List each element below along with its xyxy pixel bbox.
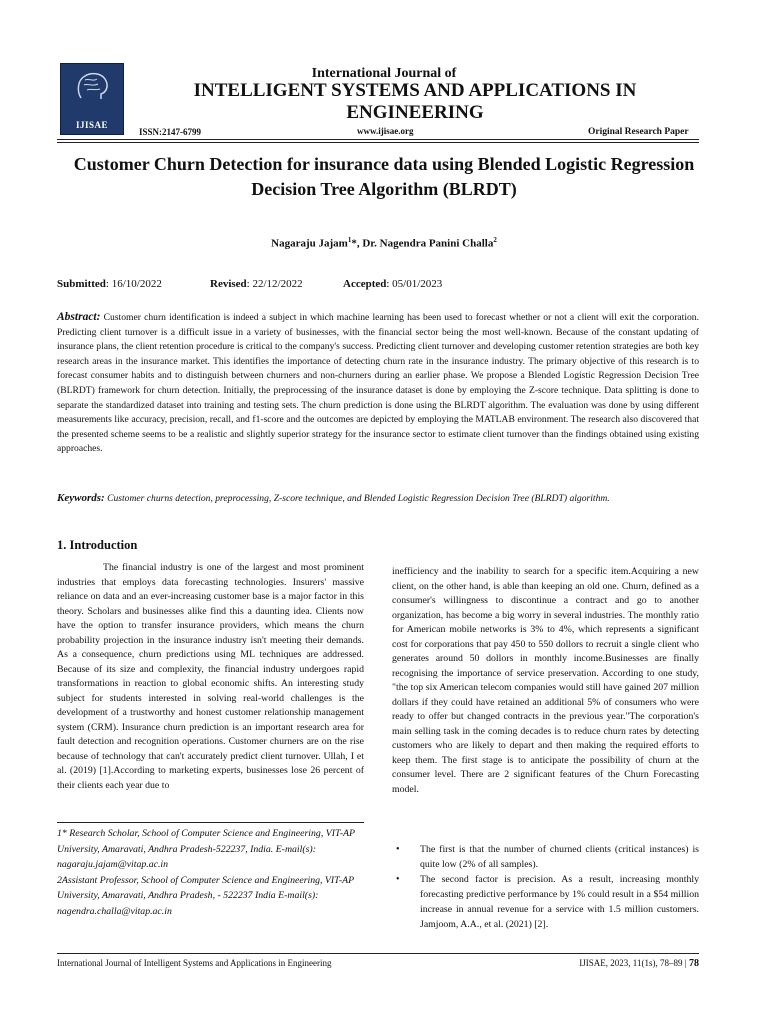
journal-website-link[interactable]: www.ijisae.org [357, 126, 414, 136]
corresponding-mark: * [351, 237, 357, 250]
footnote-line: University, Amaravati, Andhra Pradesh, - 522237 India E-mail(s): nagendra.challa@vitap.ac.in [57, 890, 319, 917]
abstract-text: Customer churn identification is indeed a subject in which machine learning has been used to forecast whether or not a client will exit the corporation. Predicting client turnover is a difficult issue in a variety of businesses, with the financial sector being the most well-known. Because of the constant updating of insurance plans, the client retention procedure is critical to the company's success. Predicting client turnover and developing customer retention strategies are both key research areas in the insurance market. This identifies the importance of detecting churn rate in the insurance industry. The primary objective of this research is to forecast consumer habits and to distinguish between churners and non-churners during an earlier phase. We propose a Blended Logistic Regression Decision Tree (BLRDT) framework for churn detection. Initially, the preprocessing of the insurance dataset is done by employing the Z-score technique. Data splitting is done to separate the standardized dataset into training and testing sets. The churn prediction is done using the BLRDT algorithm. The evaluation was done by using different measurements like accuracy, precision, recall, and f1-score and the outcomes are depicted by employing the MATLAB environment. The research also discovered that the presented scheme seems to be a realistic and slightly superior strategy for the insurance sector to estimate client turnover than the findings obtained using existing approaches. [57, 312, 699, 455]
issn: ISSN:2147-6799 [139, 127, 202, 137]
author-separator: , [356, 237, 363, 250]
author-footnote [57, 826, 364, 919]
header-rule [57, 139, 699, 140]
intro-column-1: The financial industry is one of the largest and most prominent industries that employs data forecasting technologies. Insurers' massive reliance on data and an ever-increasing customer base is a major factor in this theory. Scholars and businesses alike find this a daunting idea. Clients now have the option to transfer insurance providers, which means the churn probability projection in the insurance industry isn't meeting their demands. As a consequence, churn predictions using ML techniques are addressed. Because of its size and complexity, the financial industry undergoes rapid transformations in reaction to global economic shifts. An interesting study subject for students interested in solving real-world challenges is the development of a trustworthy and honest customer relationship management system (CRM). Insurance churn prediction is an important research area for fault detection and recognition operations. Customer churners are on the rise because of technology that can't accurately predict client turnover. Ullah, I et al. (2019) [1].According to marketing experts, businesses lose 26 percent of their clients each year due to [57, 562, 364, 791]
abstract [57, 310, 699, 457]
header-rule-2 [57, 142, 699, 143]
bullet-text: The second factor is precision. As a result, increasing monthly forecasting predictive performance by 1% could result in a $54 million increase in annual revenue for a service with 1.5 million customers. Jamjoom, A.A., et al. (2021) [2]. [420, 874, 699, 930]
author-1-affil: 1 [347, 236, 352, 244]
author-list [0, 236, 768, 250]
bullet-text: The first is that the number of churned clients (critical instances) is quite low (2% of all samples). [420, 844, 699, 870]
submitted-label: Submitted [57, 278, 106, 290]
paper-type: Original Research Paper [588, 127, 689, 137]
footnote-line: 1* Research Scholar, School of Computer Science and Engineering, VIT-AP [57, 828, 355, 839]
keywords-text: Customer churns detection, preprocessing, Z-score technique, and Blended Logistic Regression Decision Tree (BLRDT) algorithm. [104, 493, 610, 504]
submitted-date [57, 278, 162, 290]
intro-column-2: inefficiency and the inability to search for a specific item.Acquiring a new client, on the other hand, is able than keeping an old one. Churn, defined as a consumer's willingness to discontinue a contract and go to another organization, has become a big worry in several industries. The monthly ratio for American mobile networks is 3% to 4%, which represents a significant cost for corporations that pay 450 to 550 dollors to recruit a single client who generates around 50 dollors in monthly income.Businesses are finally recognising the importance of service preservation. According to one study, "the top six American telecom companies would still have gained 207 million dollars if they could have retained an additional 5% of consumers who were ready to offer but changed contracts in the previous year."The corporation's main selling task in the coming decades is to reduce churn rates by detecting customers who are likely to depart and then making the required efforts to keep them. The first stage is to anticipate the possibility of churn at the consumer level. There are 2 significant features of the Churn Forecasting model. [392, 566, 699, 795]
journal-name: INTELLIGENT SYSTEMS AND APPLICATIONS IN ENGINEERING [193, 80, 637, 123]
abstract-label: Abstract: [57, 311, 101, 323]
revised-date [210, 278, 303, 290]
footer-rule [57, 953, 699, 954]
bullet-item [392, 872, 699, 932]
section-heading: 1. Introduction [57, 538, 138, 552]
submitted-value: : 16/10/2022 [105, 278, 162, 290]
footer-citation [579, 958, 699, 969]
bullet-icon: • [396, 844, 400, 855]
page-number: 78 [686, 958, 699, 969]
author-1: Nagaraju Jajam [271, 237, 348, 250]
footnote-line: University, Amaravati, Andhra Pradesh-522237, India. E-mail(s): nagaraju.jajam@vitap.ac.in [57, 843, 316, 870]
author-2-affil: 2 [493, 236, 497, 244]
bullet-item [392, 842, 699, 872]
revised-label: Revised [210, 278, 247, 290]
logo-text: IJISAE [75, 120, 108, 130]
footer-journal: International Journal of Intelligent Systems and Applications in Engineering [57, 958, 332, 968]
accepted-date [343, 278, 442, 290]
accepted-label: Accepted [343, 278, 387, 290]
footnote-rule [57, 822, 364, 823]
keywords [57, 491, 699, 506]
journal-prefix: International Journal of [311, 66, 457, 81]
revised-value: : 22/12/2022 [246, 278, 303, 290]
accepted-value: : 05/01/2023 [386, 278, 443, 290]
paper-title: Customer Churn Detection for insurance data using Blended Logistic Regression Decision Tree Algorithm (BLRDT) [73, 154, 695, 199]
footer-citation-text: IJISAE, 2023, 11(1s), 78–89 | [579, 958, 687, 968]
author-2: Dr. Nagendra Panini Challa [362, 237, 494, 250]
bullet-icon: • [396, 874, 400, 885]
keywords-label: Keywords: [57, 492, 105, 504]
footnote-line: 2Assistant Professor, School of Computer Science and Engineering, VIT-AP [57, 874, 355, 886]
